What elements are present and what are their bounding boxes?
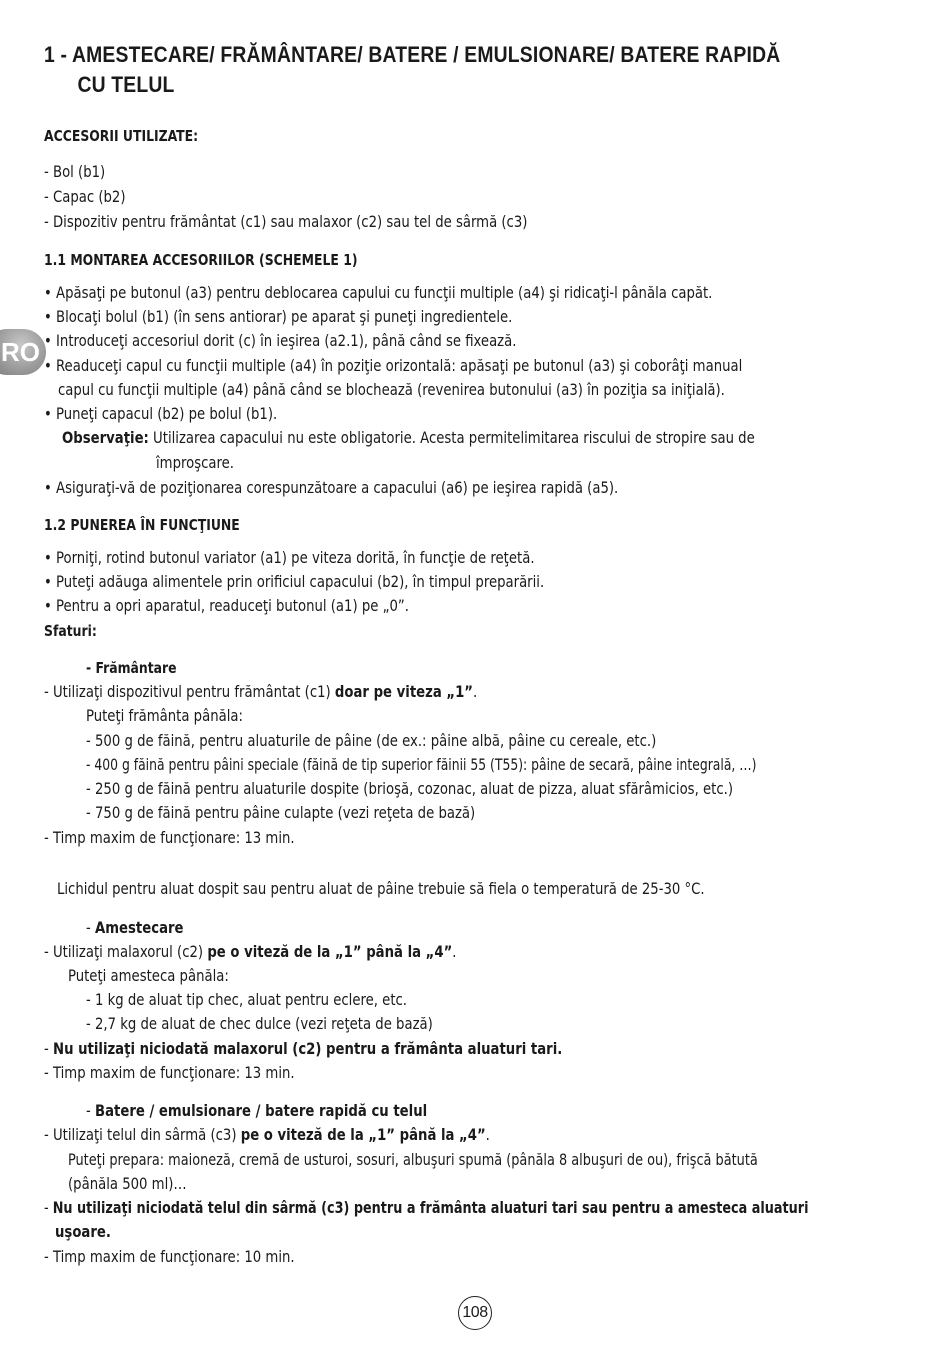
mixing-warning: - Nu utilizaţi niciodată malaxorul (c2) pentru a frământa aluaturi tari. — [44, 1039, 563, 1058]
whisking-warning: - Nu utilizaţi niciodată telul din sârmă (c3) pentru a frământa aluaturi tari sau pentru a amesteca aluaturi — [44, 1198, 809, 1217]
mixing-capacity-intro: Puteţi amesteca pânăla: — [68, 966, 229, 985]
mixing-heading: - Amestecare — [86, 918, 184, 937]
language-tab — [0, 329, 46, 375]
section-title — [44, 40, 818, 100]
tips-heading: Sfaturi: — [44, 622, 97, 640]
title-line-2: CU TELUL — [77, 72, 175, 97]
observation-note — [62, 428, 755, 448]
kneading-capacity-intro: Puteţi frământa pânăla: — [86, 706, 243, 725]
kneading-heading: - Frământare — [86, 659, 177, 677]
mixing-instruction: - Utilizaţi malaxorul (c2) pe o viteză de la „1” până la „4”. — [44, 942, 457, 961]
assembly-step: • Readuceţi capul cu funcţii multiple (a4) în poziţie orizontală: apăsaţi pe butonul (a3) şi coborâţi manual — [44, 356, 743, 375]
whisking-warning-continued: uşoare. — [55, 1222, 111, 1241]
whisking-capacity-continued: (pânăla 500 ml)… — [68, 1174, 187, 1193]
mixing-max-time: - Timp maxim de funcţionare: 13 min. — [44, 1063, 295, 1082]
mixing-capacity-item: - 1 kg de aluat tip chec, aluat pentru eclere, etc. — [86, 990, 408, 1009]
operation-heading: 1.2 PUNEREA ÎN FUNCŢIUNE — [44, 516, 240, 534]
assembly-step: • Puneţi capacul (b2) pe bolul (b1). — [44, 404, 278, 423]
assembly-step-continued: capul cu funcţii multiple (a4) până când se blochează (revenirea butonului (a3) în poziţia sa iniţială). — [58, 380, 725, 399]
assembly-step: • Asiguraţi-vă de poziţionarea corespunzătoare a capacului (a6) pe ieşirea rapidă (a5). — [44, 478, 619, 497]
kneading-max-time: - Timp maxim de funcţionare: 13 min. — [44, 828, 295, 847]
assembly-step: • Apăsaţi pe butonul (a3) pentru deblocarea capului cu funcţii multiple (a4) şi ridicaţi-l pânăla capăt. — [44, 283, 713, 302]
assembly-step: • Blocaţi bolul (b1) (în sens antiorar) pe aparat şi puneţi ingredientele. — [44, 307, 513, 326]
mixing-capacity-item: - 2,7 kg de aluat de chec dulce (vezi reţeta de bază) — [86, 1014, 433, 1033]
language-tab-label: RO — [1, 337, 40, 367]
assembly-step: • Introduceţi accesoriul dorit (c) în ieşirea (a2.1), până când se fixează. — [44, 331, 517, 350]
liquid-temperature-note: Lichidul pentru aluat dospit sau pentru aluat de pâine trebuie să fiela o temperatură de 25-30 °C. — [57, 879, 705, 898]
kneading-capacity-item: - 400 g făină pentru pâini speciale (făină de tip superior făinii 55 (T55): pâine de secară, pâine integrală, …) — [86, 755, 757, 774]
observation-text: Utilizarea capacului nu este obligatorie. Acesta permitelimitarea riscului de stropire sau de — [148, 428, 755, 447]
operation-step: • Pentru a opri aparatul, readuceţi butonul (a1) pe „0”. — [44, 596, 409, 615]
observation-label: Observaţie: — [62, 428, 149, 447]
whisking-capacity: Puteţi prepara: maioneză, cremă de usturoi, sosuri, albuşuri spumă (pânăla 8 albuşuri de ou), frişcă bătută — [68, 1150, 758, 1169]
whisking-max-time: - Timp maxim de funcţionare: 10 min. — [44, 1247, 295, 1266]
kneading-capacity-item: - 500 g de făină, pentru aluaturile de pâine (de ex.: pâine albă, pâine cu cereale, etc.) — [86, 731, 657, 750]
title-line-1: 1 - AMESTECARE/ FRĂMÂNTARE/ BATERE / EMULSIONARE/ BATERE RAPIDĂ — [44, 42, 781, 67]
page-number: 108 — [458, 1296, 492, 1330]
kneading-instruction: - Utilizaţi dispozitivul pentru frământat (c1) doar pe viteza „1”. — [44, 682, 478, 701]
accessory-item: - Dispozitiv pentru frământat (c1) sau malaxor (c2) sau tel de sârmă (c3) — [44, 212, 528, 231]
observation-text-continued: împroşcare. — [156, 453, 234, 472]
operation-step: • Puteţi adăuga alimentele prin orificiul capacului (b2), în timpul preparării. — [44, 572, 545, 591]
accessory-item: - Bol (b1) — [44, 162, 106, 181]
accessories-heading: ACCESORII UTILIZATE: — [44, 127, 199, 145]
kneading-capacity-item: - 250 g de făină pentru aluaturile dospite (brioşă, cozonac, aluat de pizza, aluat sfărâmicios, etc.) — [86, 779, 733, 798]
whisking-heading: - Batere / emulsionare / batere rapidă cu telul — [86, 1101, 428, 1120]
assembly-heading: 1.1 MONTAREA ACCESORIILOR (SCHEMELE 1) — [44, 251, 358, 269]
kneading-capacity-item: - 750 g de făină pentru pâine culapte (vezi reţeta de bază) — [86, 803, 476, 822]
whisking-instruction: - Utilizaţi telul din sârmă (c3) pe o viteză de la „1” până la „4”. — [44, 1125, 490, 1144]
operation-step: • Porniţi, rotind butonul variator (a1) pe viteza dorită, în funcţie de reţetă. — [44, 548, 535, 567]
accessory-item: - Capac (b2) — [44, 187, 126, 206]
